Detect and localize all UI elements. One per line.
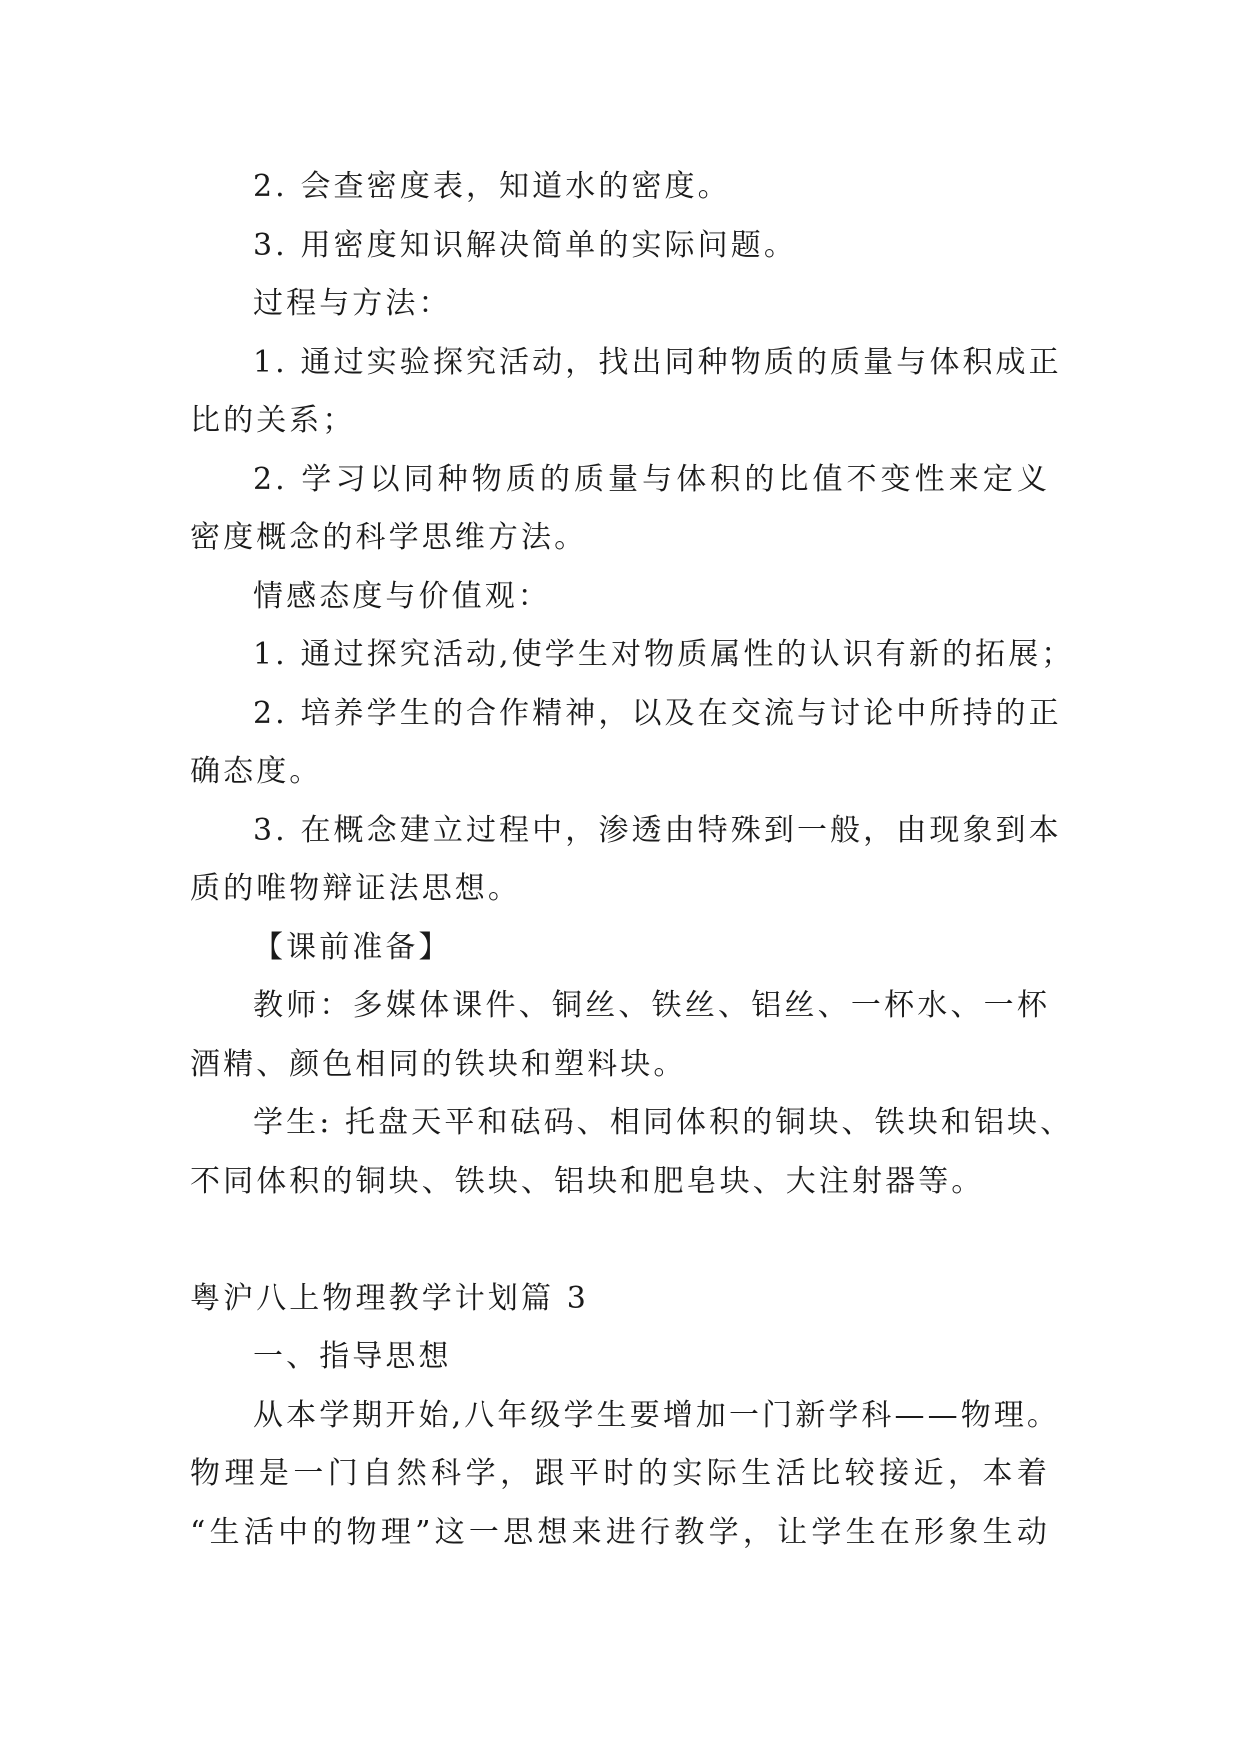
guiding-para-line-2: 物理是一门自然科学，跟平时的实际生活比较接近，本着 bbox=[190, 1456, 1050, 1491]
heading-guiding-thought: 一、指导思想 bbox=[253, 1339, 452, 1374]
heading-process-method: 过程与方法： bbox=[253, 286, 452, 321]
guiding-para-line-3: “生活中的物理”这一思想来进行教学，让学生在形象生动 bbox=[190, 1514, 1050, 1550]
emotion-item-3-line-2: 质的唯物辩证法思想。 bbox=[190, 871, 521, 906]
heading-preparation: 【课前准备】 bbox=[253, 929, 452, 965]
teacher-prep-line-1: 教师：多媒体课件、铜丝、铁丝、铝丝、一杯水、一杯 bbox=[253, 988, 1050, 1023]
process-item-1-line-2: 比的关系； bbox=[190, 403, 356, 438]
process-item-2-line-1: 2. 学习以同种物质的质量与体积的比值不变性来定义 bbox=[253, 461, 1050, 497]
emotion-item-1: 1. 通过探究活动,使学生对物质属性的认识有新的拓展； bbox=[253, 637, 1075, 672]
objective-2: 2. 会查密度表，知道水的密度。 bbox=[253, 169, 731, 204]
student-prep-line-1: 学生: 托盘天平和砝码、相同体积的铜块、铁块和铝块、 bbox=[253, 1105, 1074, 1140]
document-body bbox=[190, 158, 1075, 1562]
section-gap bbox=[190, 1211, 1050, 1270]
section-title: 粤沪八上物理教学计划篇 3 bbox=[190, 1280, 589, 1316]
objective-3: 3. 用密度知识解决简单的实际问题。 bbox=[253, 227, 797, 263]
teacher-prep-line-2: 酒精、颜色相同的铁块和塑料块。 bbox=[190, 1046, 687, 1082]
emotion-item-2-line-1: 2. 培养学生的合作精神，以及在交流与讨论中所持的正 bbox=[253, 695, 1062, 731]
emotion-item-2-line-2: 确态度。 bbox=[190, 754, 323, 789]
heading-emotion-values: 情感态度与价值观： bbox=[253, 578, 551, 614]
process-item-1-line-1: 1. 通过实验探究活动，找出同种物质的质量与体积成正 bbox=[253, 344, 1062, 380]
emotion-item-3-line-1: 3. 在概念建立过程中，渗透由特殊到一般，由现象到本 bbox=[253, 812, 1062, 848]
process-item-2-line-2: 密度概念的科学思维方法。 bbox=[190, 520, 588, 555]
guiding-para-line-1: 从本学期开始,八年级学生要增加一门新学科——物理。 bbox=[253, 1397, 1061, 1433]
student-prep-line-2: 不同体积的铜块、铁块、铝块和肥皂块、大注射器等。 bbox=[190, 1163, 985, 1199]
